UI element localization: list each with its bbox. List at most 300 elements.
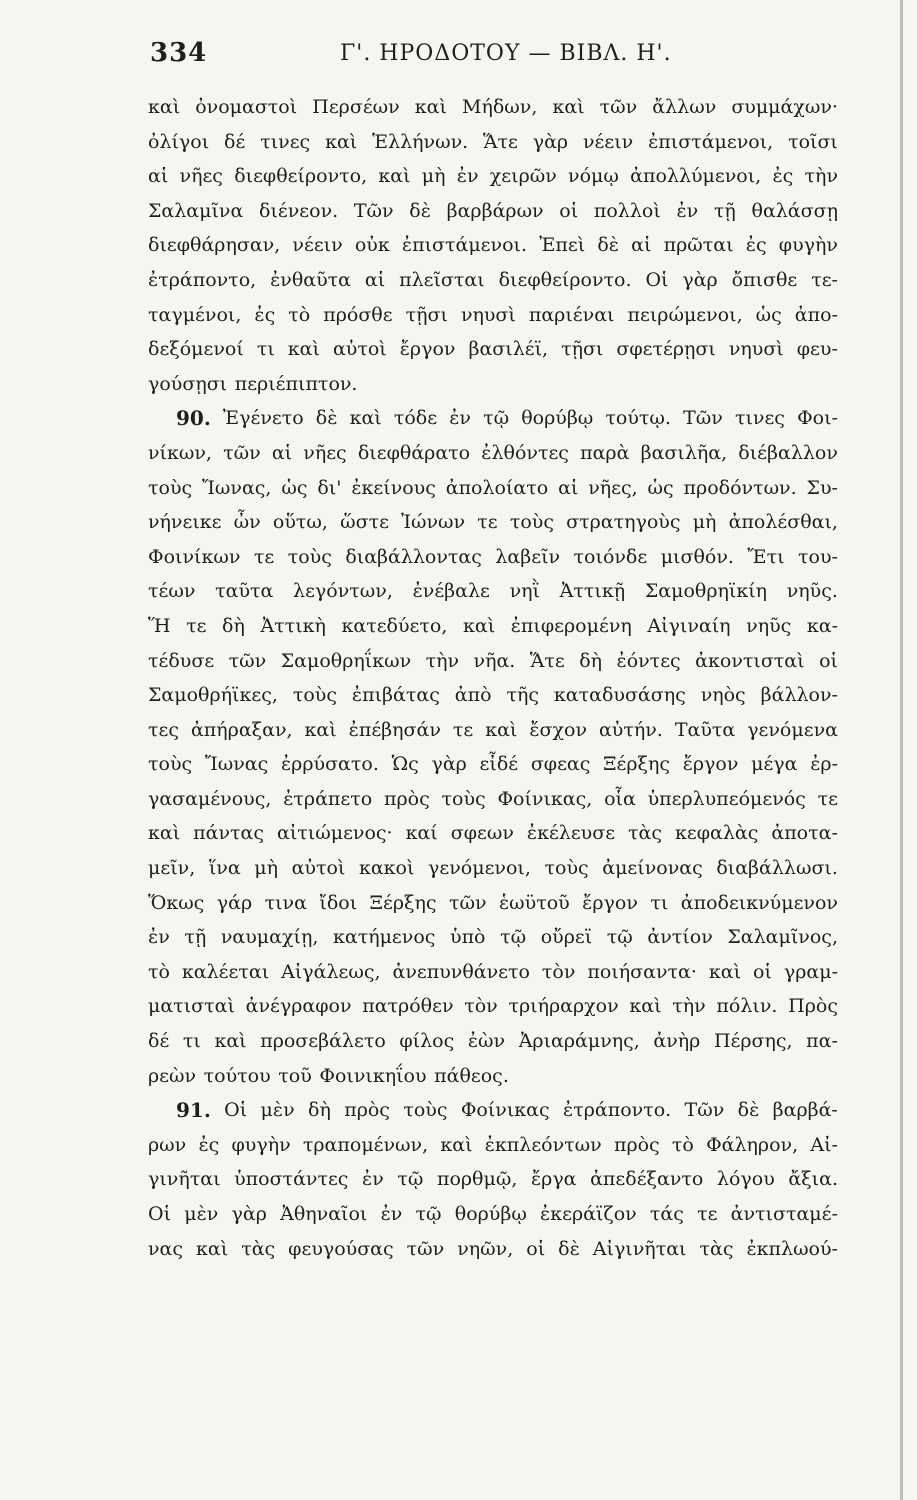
word: τῇ — [713, 199, 736, 222]
word: τινα — [264, 891, 307, 914]
word: καὶ — [378, 165, 411, 188]
word: γενόμενα — [747, 718, 838, 741]
text-line — [148, 782, 838, 817]
word: βαρβάρων — [446, 199, 544, 222]
word: τὴν — [672, 995, 706, 1018]
text-line — [148, 747, 838, 782]
word: ἀπεδέξαντο — [590, 1168, 704, 1191]
word: καὶ — [629, 995, 662, 1018]
word: τῶν — [228, 649, 267, 672]
word: νηυσὶ — [728, 338, 784, 361]
word: Ἐπεὶ — [539, 234, 586, 257]
word: τέων — [148, 580, 196, 603]
section-line — [148, 1093, 838, 1128]
word: Σαμοθρηϊκίη — [644, 580, 768, 603]
word: ἐνθαῦτα — [270, 268, 352, 291]
word: ποιήσαντα· — [587, 960, 697, 983]
word: ἐν — [148, 926, 170, 949]
word: νῆα. — [473, 649, 516, 672]
word: τὰς — [628, 822, 663, 845]
word: νηυσὶ — [460, 303, 516, 326]
word: τοὺς — [148, 753, 193, 776]
text-line — [148, 886, 838, 921]
word: δὴ — [579, 649, 603, 672]
word: ἀνὴρ — [653, 1030, 701, 1053]
word: Σαμοθρηΐκων — [280, 649, 412, 672]
word: ρεὼν — [148, 1064, 197, 1087]
word: Ξέρξης — [603, 753, 670, 776]
word: Αἰγιναίη — [647, 614, 731, 637]
word: τοὺς — [403, 1099, 448, 1122]
word: νηὸς — [700, 684, 746, 707]
word: Τῶν — [684, 1099, 725, 1122]
word: βαρβά- — [772, 1099, 838, 1122]
word: δι' — [317, 476, 342, 499]
word: πολλοὶ — [593, 199, 661, 222]
word: καὶ — [304, 718, 337, 741]
word: αὐτοὶ — [291, 857, 346, 880]
word: τινες — [734, 407, 785, 430]
word: καὶ — [485, 718, 518, 741]
word: ἐς — [772, 165, 794, 188]
text-line — [148, 1128, 838, 1163]
word: τες — [148, 718, 179, 741]
word: ὑποστάντες — [234, 1168, 349, 1191]
text-line — [148, 436, 838, 471]
word: νίκων, — [148, 441, 212, 464]
word: Περσέων — [312, 96, 400, 118]
word: ἴδοι — [319, 891, 358, 914]
word: ἔργα — [530, 1168, 577, 1191]
word: πειρώμενοι, — [627, 303, 743, 326]
word: καὶ — [440, 1133, 473, 1156]
word: ὡς — [647, 476, 674, 499]
text-line — [148, 920, 838, 955]
word: τριήραρχον — [508, 995, 619, 1018]
word: ἐς — [745, 234, 767, 257]
word: πατρόθεν — [362, 995, 454, 1018]
word: προδόντων. — [683, 476, 797, 499]
word: Φοίνικας — [460, 1099, 550, 1122]
word: ὑπὸ — [450, 926, 486, 949]
word: ἐν — [676, 199, 699, 222]
word: τοὺς — [148, 476, 193, 499]
page-number: 334 — [150, 38, 208, 68]
word: φευγούσας — [288, 1237, 394, 1260]
word: σφετέρῃσι — [616, 338, 716, 361]
word: Φοίνικας, — [497, 787, 593, 810]
word: Ἀριαράμνης, — [518, 1030, 640, 1053]
word: αἰτιώμενος· — [276, 822, 393, 845]
word: ὥστε — [340, 511, 389, 534]
word: ἔργον — [399, 338, 456, 361]
word: θαλάσσῃ — [751, 199, 838, 222]
text-line — [148, 1197, 838, 1232]
word: οἱ — [753, 960, 772, 983]
word: μὲν — [184, 1203, 219, 1225]
word: Ἀττικὴ — [260, 614, 326, 637]
word: μὴ — [254, 857, 278, 880]
text-line — [148, 851, 838, 886]
word: τὰς — [241, 1237, 276, 1260]
word: λεγόντων, — [293, 580, 393, 603]
word: οὔρεϊ — [540, 926, 593, 949]
text-line — [148, 816, 838, 851]
word: ἔργον — [582, 891, 638, 914]
word: τοῖσι — [788, 130, 838, 153]
word: τῶν — [599, 96, 638, 118]
word: γραμ- — [783, 960, 838, 983]
word: αἱ — [631, 234, 652, 257]
word: καὶ — [349, 407, 382, 430]
word: καὶ — [462, 614, 496, 637]
word: του- — [798, 545, 838, 568]
word: τοὺς — [287, 545, 332, 568]
text-line — [148, 1162, 838, 1197]
word: τῇσι — [405, 303, 448, 326]
word: τὸ — [288, 303, 311, 326]
section-number: 90. — [176, 406, 211, 431]
word: δὲ — [315, 407, 338, 430]
word: ἐν — [380, 1203, 403, 1225]
word: ἐπιστάμενοι, — [648, 130, 774, 153]
word: αὐτοὶ — [332, 338, 387, 361]
word: Φοι- — [797, 407, 838, 430]
word: ταγμένοι, — [148, 303, 242, 326]
word: αἱ — [271, 441, 293, 464]
text-line — [148, 955, 838, 990]
word: Ἅτε — [483, 130, 518, 153]
word: τῷ — [500, 926, 527, 949]
word: καὶ — [148, 96, 181, 118]
word: τι — [182, 1030, 201, 1053]
word: τε — [186, 614, 207, 637]
word: τὸ — [671, 1133, 694, 1156]
word: τι — [650, 891, 669, 914]
word: Ἥ — [148, 614, 171, 637]
word: νηῦς. — [786, 580, 838, 603]
word: τοὺς — [292, 684, 337, 707]
word: ἀπολοίατο — [445, 476, 549, 499]
word: ὀνομαστοὶ — [195, 96, 298, 118]
word: παριέναι — [528, 303, 615, 326]
word: τε — [697, 1203, 718, 1225]
word: Ἴωνας, — [202, 476, 272, 499]
word: νηῦς — [746, 614, 792, 637]
word: ἑωϋτοῦ — [498, 891, 570, 914]
word: ὄπισθε — [731, 268, 798, 291]
word: περιέπιπτον. — [234, 372, 358, 395]
word: Συ- — [806, 476, 838, 499]
word: αὐτήν. — [598, 718, 663, 741]
word: ἀντίον — [647, 926, 713, 949]
word: οἱ — [819, 649, 838, 672]
text-line — [148, 989, 838, 1024]
word: νῆες — [179, 165, 223, 188]
word: τῆς — [506, 684, 539, 707]
body-text — [148, 90, 838, 1266]
word: Ὡς — [391, 753, 419, 776]
word: ἐνέβαλε — [412, 580, 490, 603]
page-edge — [900, 0, 903, 1500]
word: τε — [817, 787, 838, 810]
word: πα- — [806, 1030, 838, 1053]
word: μεῖν, — [148, 857, 196, 880]
word: ἀπολέσθαι, — [728, 511, 838, 534]
word: φευ- — [796, 338, 838, 361]
text-line — [148, 332, 838, 367]
word: ἐν — [362, 1168, 384, 1191]
word: Αἰγινῆται — [592, 1237, 687, 1260]
text-line — [148, 471, 838, 506]
word: λαβεῖν — [495, 545, 561, 568]
word: ἀποδεικνύμενον — [680, 891, 838, 914]
word: Ἴωνας — [204, 753, 269, 776]
word: Σαλαμῖνος, — [727, 926, 838, 949]
word: Φοινίκων — [148, 545, 241, 568]
word: τε — [477, 511, 498, 534]
word: ἐκείνους — [351, 476, 436, 499]
word: δὲ — [737, 1099, 760, 1122]
word: καταδυσάσης — [553, 684, 686, 707]
word: συμμάχων· — [731, 96, 838, 118]
word: Φοινικηΐου — [319, 1064, 427, 1087]
word: διαβάλλωσι. — [716, 857, 838, 880]
word: διέβαλλον — [738, 441, 838, 464]
word: πρὸς — [383, 787, 430, 810]
word: κατεδύετο, — [341, 614, 448, 637]
word: Πέρσης, — [713, 1030, 793, 1053]
word: ἀπο- — [794, 303, 838, 326]
word: Φάληρον, — [706, 1133, 799, 1156]
word: τάς — [649, 1203, 684, 1225]
word: Αἰ- — [810, 1133, 838, 1156]
text-line — [148, 540, 838, 575]
word: κεφαλὰς — [675, 822, 759, 845]
word: καὶ — [708, 960, 742, 983]
word: νήνεικε — [148, 511, 222, 534]
text-line — [148, 367, 838, 402]
word: νέειν — [292, 234, 343, 257]
word: γὰρ — [682, 268, 718, 291]
word: ἔργον — [682, 753, 739, 776]
word: Ἅτε — [529, 649, 565, 672]
word: στρατηγοὺς — [566, 511, 681, 534]
word: ἀποτα- — [771, 822, 838, 845]
word: ἀπὸ — [454, 684, 492, 707]
word: μέγα — [751, 753, 798, 776]
word: ὡς — [281, 476, 308, 499]
word: τοὺς — [544, 857, 589, 880]
word: Πρὸς — [788, 995, 838, 1018]
word: πάντας — [193, 822, 264, 845]
word: ἐκεράϊζον — [540, 1203, 637, 1225]
word: ἐκπλεόντων — [484, 1133, 602, 1156]
word: καὶ — [148, 822, 181, 845]
word: τῇ — [184, 926, 207, 949]
section-number: 91. — [176, 1098, 211, 1123]
word: τόδε — [393, 407, 438, 430]
word: Τῶν — [353, 199, 394, 222]
word: τὸν — [464, 995, 498, 1018]
word: γασαμένους, — [148, 787, 272, 810]
text-line — [148, 644, 838, 679]
word: ἀπολλύμενοι, — [630, 165, 762, 188]
word: τε — [452, 718, 474, 741]
word: ἐλθόντες — [481, 441, 569, 464]
word: τῶν — [223, 441, 261, 464]
word: ἔσχον — [529, 718, 587, 741]
word: Ταῦτα — [674, 718, 736, 741]
word: νέειν — [582, 130, 634, 153]
word: ὦν — [233, 511, 261, 534]
word: Σαμοθρήϊκες, — [148, 684, 278, 707]
word: διεφθείροντο. — [498, 268, 632, 291]
word: δέ — [224, 130, 246, 153]
word: ταῦτα — [215, 580, 274, 603]
word: μὴ — [692, 511, 717, 534]
text-line — [148, 194, 838, 229]
word: πρῶται — [663, 234, 734, 257]
word: νῆες — [303, 441, 347, 464]
text-line — [148, 574, 838, 609]
word: ἀνέγραφον — [245, 995, 352, 1018]
word: αἱ — [364, 268, 386, 291]
word: ματισταὶ — [148, 995, 235, 1018]
word: τοῦ — [278, 1064, 312, 1087]
word: σφεων — [450, 822, 514, 845]
word: οἱ — [559, 199, 579, 222]
word: κατήμενος — [332, 926, 436, 949]
word: Οἱ — [148, 1203, 172, 1225]
word: θορύβῳ — [454, 1203, 527, 1225]
running-header — [150, 38, 850, 78]
word: δὲ — [597, 234, 619, 257]
word: δὴ — [222, 614, 245, 637]
word: πρὸς — [613, 1133, 660, 1156]
word: λόγου — [716, 1168, 775, 1191]
word: τραπομένων, — [302, 1133, 429, 1156]
word: οὕτω, — [272, 511, 328, 534]
word: γάρ — [216, 891, 253, 914]
word: Ἑλλήνων. — [372, 130, 469, 153]
word: ναυμαχίῃ, — [220, 926, 319, 949]
word: βασιλέϊ, — [468, 338, 549, 361]
word: μὴ — [421, 165, 446, 188]
word: καί — [405, 822, 438, 845]
text-line — [148, 159, 838, 194]
word: τοὺς — [441, 787, 486, 810]
word: οὐκ — [354, 234, 390, 257]
word: κακοὶ — [358, 857, 415, 880]
word: χειρῶν — [489, 165, 557, 188]
word: οἷα — [604, 787, 636, 810]
word: τὰς — [699, 1237, 734, 1260]
word: ἀπήραξαν, — [190, 718, 293, 741]
word: Ἐγένετο — [222, 407, 304, 430]
word: ἐπιστάμενοι. — [401, 234, 528, 257]
word: ὑπερλυπεόμενός — [647, 787, 806, 810]
word: ἐτράποντο, — [148, 268, 257, 291]
word: γὰρ — [431, 753, 467, 776]
word: ἀμείνονας — [602, 857, 703, 880]
word: πάθεος. — [434, 1064, 509, 1087]
word: βάλλον- — [760, 684, 838, 707]
running-title: Γ'. ΗΡΟΔΟΤΟΥ — ΒΙΒΛ. Η'. — [340, 41, 672, 66]
text-line — [148, 298, 838, 333]
word: δὲ — [409, 199, 431, 222]
word: καὶ — [287, 338, 320, 361]
word: δεξόμενοί — [148, 338, 244, 361]
text-line — [148, 1059, 838, 1094]
word: τοὺς — [509, 511, 554, 534]
word: νηῒ — [509, 580, 540, 603]
text-line — [148, 1024, 838, 1059]
text-line — [148, 263, 838, 298]
word: τῷ — [606, 926, 633, 949]
word: ἀκοντισταὶ — [695, 649, 805, 672]
word: τὴν — [804, 165, 838, 188]
word: ἐπιφερομένη — [510, 614, 632, 637]
word: Οἱ — [224, 1099, 248, 1122]
word: βασιλῆα, — [640, 441, 728, 464]
word: ἄξια. — [788, 1168, 838, 1191]
word: πρόσθε — [323, 303, 393, 326]
word: τῇσι — [561, 338, 604, 361]
word: θορύβῳ — [521, 407, 594, 430]
text-line — [148, 505, 838, 540]
word: γούσῃσι — [148, 372, 228, 395]
word: ἀνεπυνθάνετο — [392, 960, 530, 983]
word: φίλος — [399, 1030, 455, 1053]
word: Ξέρξης — [369, 891, 437, 914]
text-line — [148, 609, 838, 644]
word: καὶ — [325, 130, 358, 153]
word: τε- — [811, 268, 838, 291]
word: πλεῖσται — [399, 268, 485, 291]
word: οἱ — [526, 1237, 546, 1260]
word: αἱ — [148, 165, 169, 188]
word: ἐπιβάτας — [351, 684, 440, 707]
word: γινῆται — [148, 1168, 221, 1191]
word: ἐν — [456, 165, 479, 188]
word: ἐς — [198, 1133, 220, 1156]
word: ἐν — [449, 407, 471, 430]
word: τε — [253, 545, 275, 568]
word: νας — [148, 1237, 184, 1260]
word: κα- — [806, 614, 838, 637]
word: τῷ — [415, 1203, 442, 1225]
word: δὲ — [558, 1237, 580, 1260]
text-line — [148, 713, 838, 748]
word: προσεβάλετο — [260, 1030, 386, 1053]
word: νόμῳ — [568, 165, 619, 188]
word: πρὸς — [344, 1099, 390, 1122]
word: Ὅκως — [148, 891, 205, 914]
word: ὀλίγοι — [148, 130, 210, 153]
word: ἐτράπετο — [283, 787, 373, 810]
word: τούτου — [203, 1064, 271, 1087]
word: παρὰ — [580, 441, 630, 464]
word: εἶδέ — [479, 753, 519, 776]
word: γενόμενοι, — [428, 857, 531, 880]
word: τέδυσε — [148, 649, 215, 672]
word: γὰρ — [231, 1203, 267, 1225]
word: διεφθάρησαν, — [148, 234, 281, 257]
text-line — [148, 90, 838, 125]
word: ἄλλων — [652, 96, 717, 118]
word: πόλιν. — [716, 995, 778, 1018]
